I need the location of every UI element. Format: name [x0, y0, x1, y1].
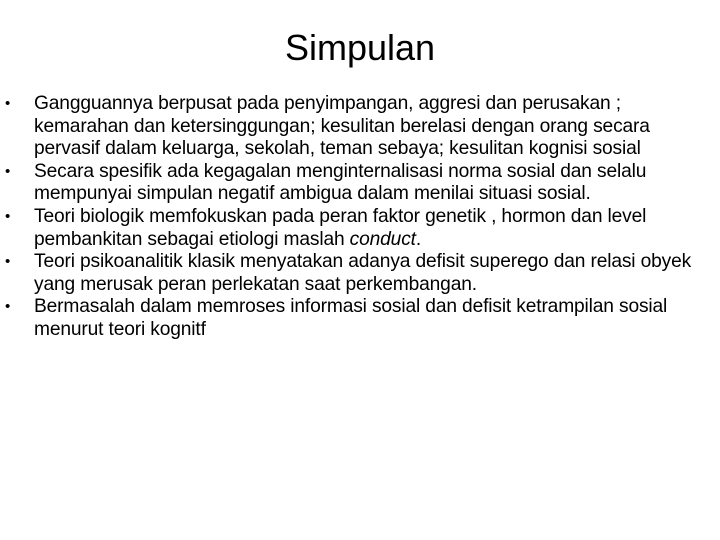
bullet-item — [0, 296, 716, 341]
bullet-text — [34, 206, 646, 250]
bullet-item — [0, 161, 716, 206]
bullet-dot-icon: • — [5, 207, 11, 225]
bullet-text-part: Teori biologik memfokuskan pada peran faktor genetik , hormon dan level pembankitan sebagai etiologi maslah — [34, 205, 647, 250]
bullet-list — [0, 93, 716, 342]
bullet-item — [0, 93, 716, 161]
bullet-item — [0, 206, 716, 251]
slide-title: Simpulan — [284, 27, 436, 68]
bullet-dot-icon: • — [5, 298, 11, 316]
bullet-text: Bermasalah dalam memroses informasi sosial dan defisit ketrampilan sosial menurut teori kognitf — [34, 296, 668, 340]
bullet-text-part: . — [415, 228, 422, 250]
bullet-dot-icon: • — [5, 162, 11, 180]
bullet-item — [0, 251, 716, 296]
bullet-dot-icon: • — [5, 95, 11, 112]
bullet-text: Gangguannya berpusat pada penyimpangan, aggresi dan perusakan ; kemarahan dan ketersinggungan; kesulitan berelasi dengan orang secara pervasif dalam keluarga, sekolah, teman sebaya; kesulitan kognisi sosial — [34, 93, 650, 160]
bullet-text: Teori psikoanalitik klasik menyatakan adanya defisit superego dan relasi obyek yang merusak peran perlekatan saat perkembangan. — [34, 251, 692, 295]
bullet-text-italic: conduct — [349, 228, 416, 250]
bullet-text: Secara spesifik ada kegagalan menginternalisasi norma sosial dan selalu mempunyai simpulan negatif ambigua dalam menilai situasi sosial. — [34, 160, 647, 205]
bullet-dot-icon: • — [5, 253, 11, 271]
